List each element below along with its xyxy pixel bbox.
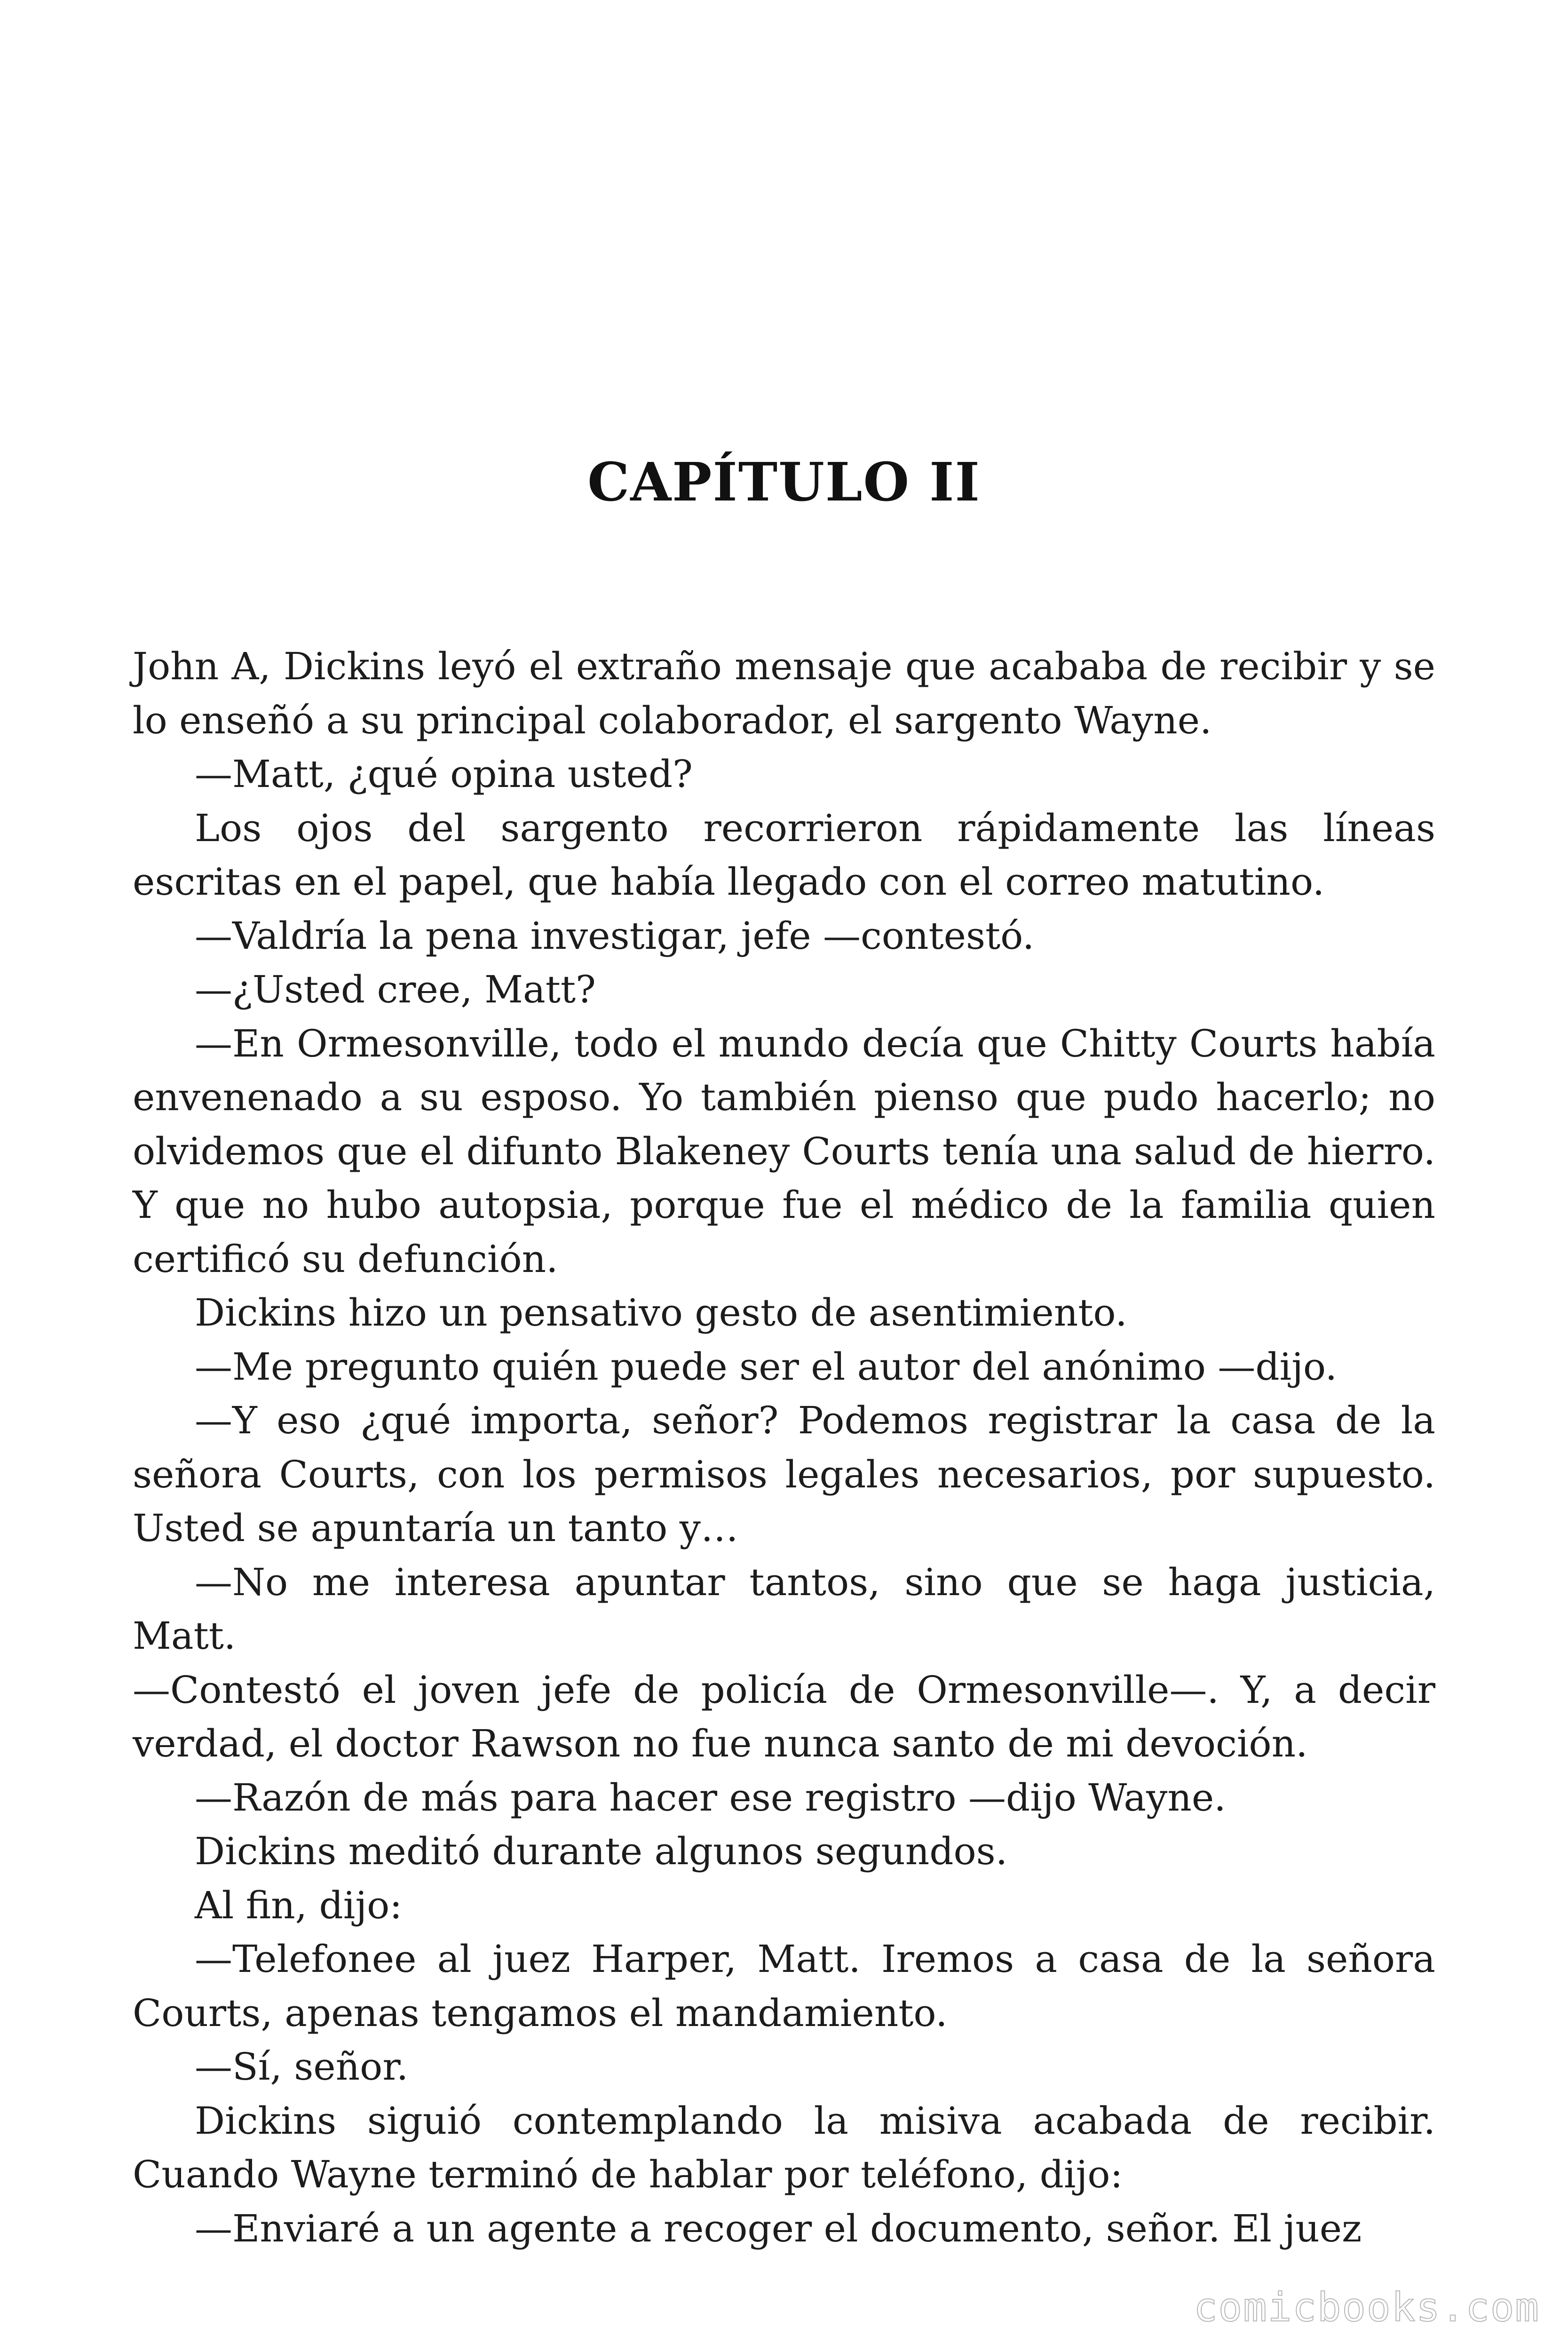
paragraph: —¿Usted cree, Matt? [195,968,596,1011]
paragraph: —Enviaré a un agente a recoger el documento, señor. El juez [195,2206,1362,2250]
paragraph: —No me interesa apuntar tantos, sino que se haga justicia, Matt. [133,1560,1435,1658]
chapter-title: CAPÍTULO II [587,452,981,513]
paragraph: —Me pregunto quién puede ser el autor del anónimo —dijo. [195,1344,1338,1389]
paragraph: —Valdría la pena investigar, jefe —contestó. [195,914,1035,958]
paragraph: John A, Dickins leyó el extraño mensaje que acababa de recibir y se lo enseñó a su principal colaborador, el sargento Wayne. [133,644,1435,742]
paragraph: Dickins meditó durante algunos segundos. [195,1829,1008,1873]
watermark: comicbooks.com [1193,2284,1540,2330]
paragraph: Dickins hizo un pensativo gesto de asentimiento. [195,1291,1127,1335]
paragraph: —Sí, señor. [195,2045,409,2089]
paragraph: —Telefonee al juez Harper, Matt. Iremos a casa de la señora Courts, apenas tengamos el mandamiento. [133,1937,1435,2035]
paragraph: —Razón de más para hacer ese registro —dijo Wayne. [195,1775,1226,1820]
paragraph: —Contestó el joven jefe de policía de Ormesonville—. Y, a decir verdad, el doctor Rawson no fue nunca santo de mi devoción. [133,1668,1435,1765]
chapter-body [133,640,1435,2256]
paragraph: Al fin, dijo: [195,1883,403,1927]
paragraph: Los ojos del sargento recorrieron rápidamente las líneas escritas en el papel, que había llegado con el correo matutino. [133,806,1435,904]
paragraph: —Matt, ¿qué opina usted? [195,752,693,796]
paragraph: Dickins siguió contemplando la misiva acabada de recibir. Cuando Wayne terminó de hablar por teléfono, dijo: [133,2098,1435,2196]
paragraph: —Y eso ¿qué importa, señor? Podemos registrar la casa de la señora Courts, con los permisos legales necesarios, por supuesto. Usted se apuntaría un tanto y… [133,1398,1435,1550]
paragraph: —En Ormesonville, todo el mundo decía que Chitty Courts había envenenado a su esposo. Yo también pienso que pudo hacerlo; no olvidemos que el difunto Blakeney Courts tenía una salud de hierro. Y que no hubo autopsia, porque fue el médico de la familia quien certificó su defunción. [133,1021,1435,1281]
